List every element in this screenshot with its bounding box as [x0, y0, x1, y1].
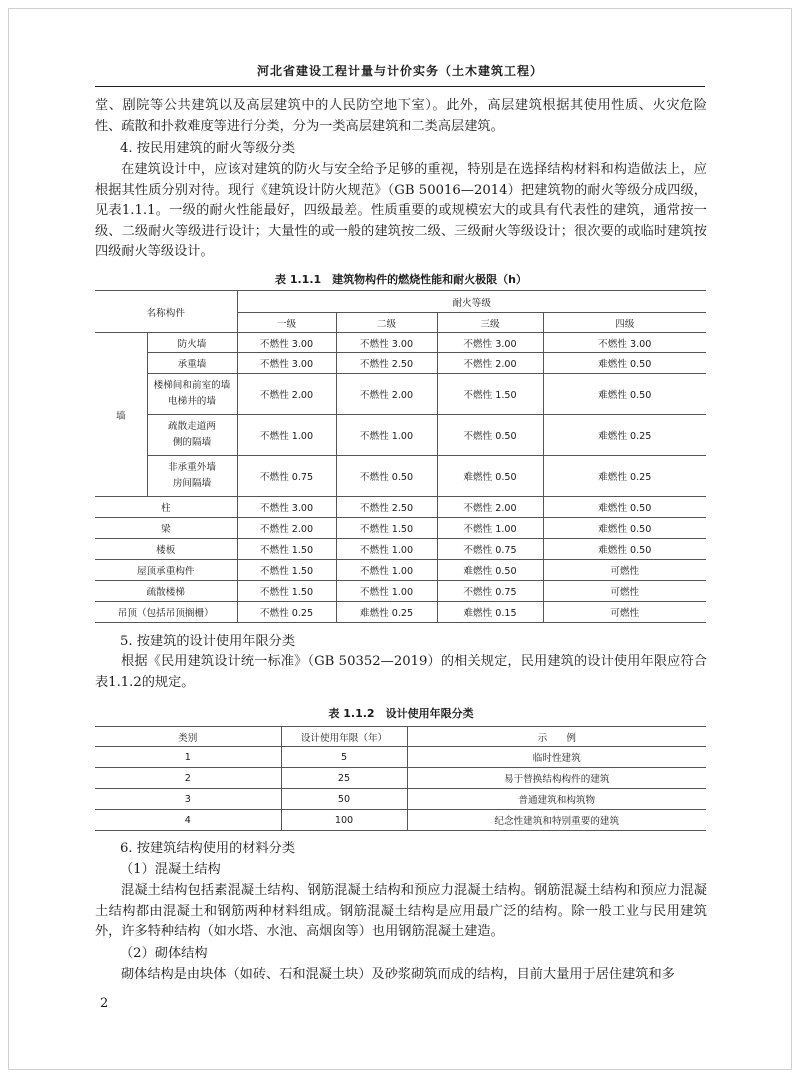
table-cell: 难燃性 0.25	[543, 415, 706, 456]
table-row	[95, 374, 706, 415]
table-row	[95, 456, 706, 497]
component-name: 楼板	[95, 539, 237, 560]
table-cell: 3	[95, 789, 281, 810]
heading-4: 4. 按民用建筑的耐火等级分类	[120, 141, 296, 156]
table-cell: 纪念性建筑和特别重要的建筑	[407, 810, 706, 831]
table-cell: 不燃性 1.00	[437, 518, 543, 539]
table-cell: 不燃性 1.00	[336, 581, 437, 602]
table-cell: 4	[95, 810, 281, 831]
table-cell: 不燃性 1.00	[336, 415, 437, 456]
col-header: 类别	[95, 727, 281, 747]
paragraph-top: 堂、剧院等公共建筑以及高层建筑中的人民防空地下室）。此外，高层建筑根据其使用性质、火灾危险性、疏散和扑救难度等进行分类，分为一类高层建筑和二类高层建筑。	[95, 98, 707, 134]
component-name: 非承重外墙房间隔墙	[147, 456, 237, 497]
table-cell: 不燃性 3.00	[336, 333, 437, 353]
table-row	[95, 810, 706, 831]
table-cell: 难燃性 0.50	[543, 518, 706, 539]
table-cell: 不燃性 0.75	[237, 456, 336, 497]
subheading-masonry: （2）砌体结构	[120, 946, 208, 961]
wall-group-label: 墙	[95, 333, 147, 497]
table-row	[95, 602, 706, 623]
component-name: 承重墙	[147, 353, 237, 374]
grade-header: 二级	[336, 313, 437, 333]
table-cell: 不燃性 1.50	[437, 374, 543, 415]
table-cell: 难燃性 0.50	[437, 560, 543, 581]
component-name: 疏散楼梯	[95, 581, 237, 602]
component-name: 柱	[95, 497, 237, 518]
table2-caption: 表 1.1.2 设计使用年限分类	[328, 707, 474, 720]
table-cell: 不燃性 1.50	[237, 581, 336, 602]
table-cell: 不燃性 3.00	[437, 333, 543, 353]
page-number: 2	[100, 996, 109, 1011]
running-header: 河北省建设工程计量与计价实务（土木建筑工程）	[256, 64, 543, 78]
table-cell: 不燃性 2.00	[437, 497, 543, 518]
table-cell: 难燃性 0.15	[437, 602, 543, 623]
table-row	[95, 789, 706, 810]
table-cell: 不燃性 0.50	[336, 456, 437, 497]
table-cell: 不燃性 1.50	[237, 539, 336, 560]
subheading-concrete: （1）混凝土结构	[120, 862, 221, 877]
component-name: 疏散走道两侧的隔墙	[147, 415, 237, 456]
component-name: 吊顶（包括吊顶搁栅）	[95, 602, 237, 623]
table-cell: 不燃性 0.75	[437, 581, 543, 602]
table-cell: 难燃性 0.25	[543, 456, 706, 497]
table-cell: 100	[281, 810, 407, 831]
table-cell: 不燃性 3.00	[237, 333, 336, 353]
grade-header: 四级	[543, 313, 706, 333]
service-life-table	[95, 726, 706, 831]
table-row	[95, 581, 706, 602]
col-header-component: 名称构件	[95, 291, 237, 333]
table-cell: 1	[95, 747, 281, 768]
col-header: 设计使用年限（年）	[281, 727, 407, 747]
paragraph-4: 在建筑设计中，应该对建筑的防火与安全给予足够的重视，特别是在选择结构材料和构造做法上，应根据其性质分别对待。现行《建筑设计防火规范》（GB 50016—2014）把建筑物的耐火等级分成四级，见表1.1.1。一级的耐火性能最好，四级最差。性质重要的或规模宏大的或具有代表性的建筑，通常按一级、二级耐火等级进行设计；大量性的或一般的建筑按二级、三级耐火等级设计；很次要的或临时建筑按四级耐火等级设计。	[95, 162, 707, 260]
table-cell: 不燃性 1.00	[237, 415, 336, 456]
table-row	[95, 333, 706, 353]
heading-5: 5. 按建筑的设计使用年限分类	[120, 634, 296, 649]
header-rule	[95, 86, 705, 87]
table-cell: 25	[281, 768, 407, 789]
table-cell: 5	[281, 747, 407, 768]
col-header-fire-grade: 耐火等级	[237, 291, 706, 313]
table-row	[95, 768, 706, 789]
table-cell: 难燃性 0.50	[543, 539, 706, 560]
table-cell: 临时性建筑	[407, 747, 706, 768]
paragraph-5: 根据《民用建筑设计统一标准》（GB 50352—2019）的相关规定，民用建筑的设计使用年限应符合表1.1.2的规定。	[95, 654, 707, 690]
table-cell: 难燃性 0.50	[437, 456, 543, 497]
component-name: 梁	[95, 518, 237, 539]
table-cell: 普通建筑和构筑物	[407, 789, 706, 810]
table-cell: 难燃性 0.50	[543, 374, 706, 415]
fire-resistance-table	[95, 290, 706, 623]
table-cell: 不燃性 3.00	[237, 497, 336, 518]
table-cell: 不燃性 0.50	[437, 415, 543, 456]
table-cell: 可燃性	[543, 581, 706, 602]
component-name: 防火墙	[147, 333, 237, 353]
paragraph-concrete: 混凝土结构包括素混凝土结构、钢筋混凝土结构和预应力混凝土结构。钢筋混凝土结构和预应力混凝土结构都由混凝土和钢筋两种材料组成。钢筋混凝土结构是应用最广泛的结构。除一般工业与民用建筑外，许多特种结构（如水塔、水池、高烟囱等）也用钢筋混凝土建造。	[95, 883, 707, 940]
heading-6: 6. 按建筑结构使用的材料分类	[120, 841, 296, 856]
table-cell: 50	[281, 789, 407, 810]
table-row	[95, 497, 706, 518]
col-header: 示 例	[407, 727, 706, 747]
table-row	[95, 518, 706, 539]
grade-header: 三级	[437, 313, 543, 333]
table-cell: 难燃性 0.25	[336, 602, 437, 623]
grade-header: 一级	[237, 313, 336, 333]
table-cell: 不燃性 0.75	[437, 539, 543, 560]
paragraph-masonry: 砌体结构是由块体（如砖、石和混凝土块）及砂浆砌筑而成的结构，目前大量用于居住建筑和多	[121, 967, 675, 982]
table-cell: 不燃性 2.50	[336, 353, 437, 374]
table-cell: 不燃性 2.00	[237, 374, 336, 415]
table-cell: 难燃性 0.50	[543, 497, 706, 518]
table-cell: 不燃性 1.50	[336, 518, 437, 539]
component-name: 楼梯间和前室的墙电梯井的墙	[147, 374, 237, 415]
table-cell: 不燃性 3.00	[543, 333, 706, 353]
table-row	[95, 560, 706, 581]
table-cell: 可燃性	[543, 602, 706, 623]
table-cell: 不燃性 2.00	[437, 353, 543, 374]
table-cell: 不燃性 2.50	[336, 497, 437, 518]
component-name: 屋顶承重构件	[95, 560, 237, 581]
table-cell: 不燃性 3.00	[237, 353, 336, 374]
table1-caption: 表 1.1.1 建筑物构件的燃烧性能和耐火极限（h）	[275, 273, 527, 286]
table-row	[95, 539, 706, 560]
table-cell: 不燃性 1.50	[237, 560, 336, 581]
table-cell: 不燃性 1.00	[336, 560, 437, 581]
table-cell: 不燃性 1.00	[336, 539, 437, 560]
table-cell: 易于替换结构构件的建筑	[407, 768, 706, 789]
table-row	[95, 415, 706, 456]
table-cell: 不燃性 0.25	[237, 602, 336, 623]
table-cell: 难燃性 0.50	[543, 353, 706, 374]
table-cell: 可燃性	[543, 560, 706, 581]
table-row	[95, 353, 706, 374]
table-cell: 2	[95, 768, 281, 789]
table-cell: 不燃性 2.00	[237, 518, 336, 539]
table-cell: 不燃性 2.00	[336, 374, 437, 415]
table-row	[95, 747, 706, 768]
